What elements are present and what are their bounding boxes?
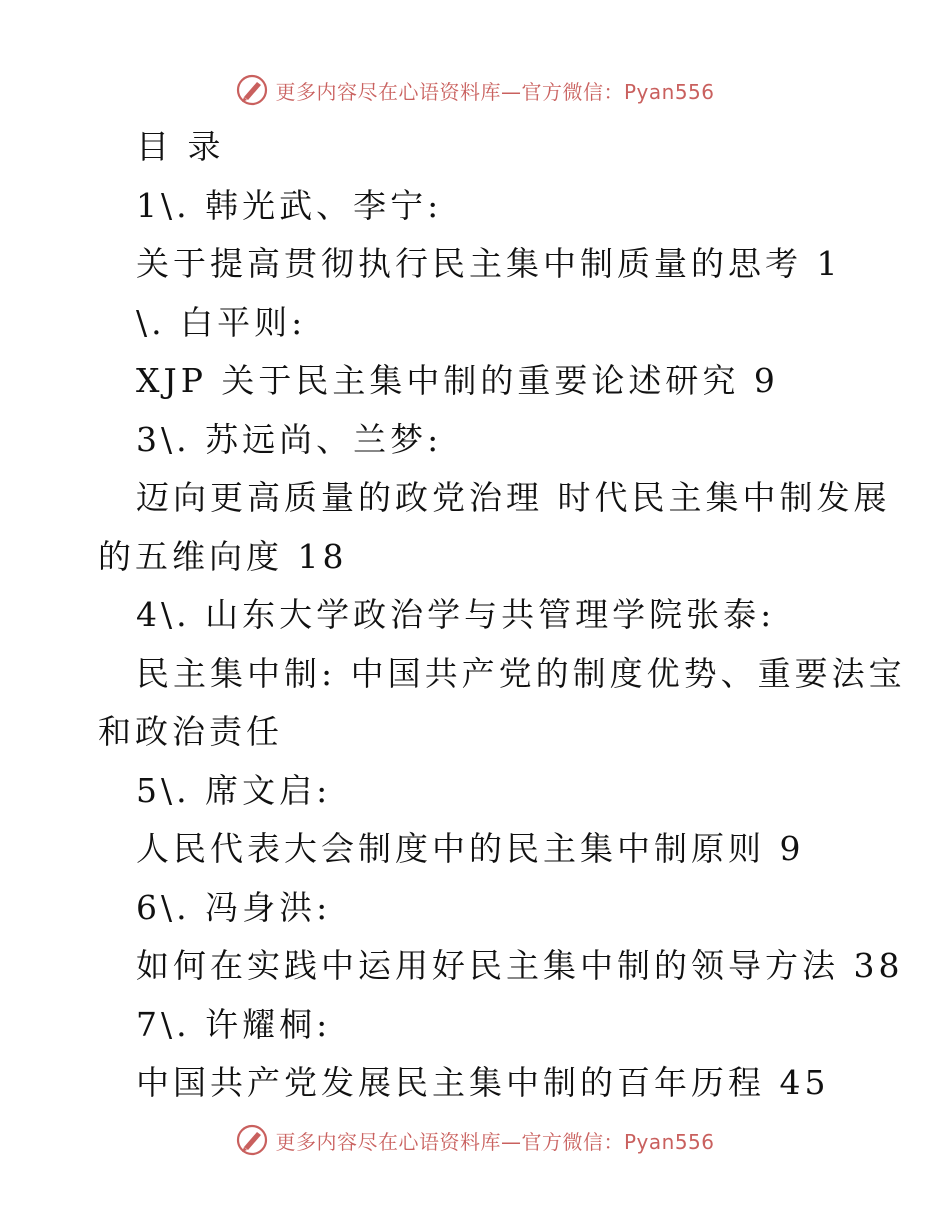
pen-logo-icon (235, 1123, 269, 1157)
watermark-text: 更多内容尽在心语资料库—官方微信：Pyan556 (275, 79, 715, 104)
toc-entry-title: 关于提高贯彻执行民主集中制质量的思考 1 (136, 244, 842, 283)
watermark-id: Pyan556 (623, 79, 715, 104)
watermark-text: 更多内容尽在心语资料库—官方微信：Pyan556 (275, 1129, 715, 1154)
toc-entry-title-continued: 的五维向度 18 (98, 536, 348, 576)
watermark-footer (0, 1122, 950, 1158)
pen-logo-icon (235, 73, 269, 107)
toc-entry-author: 6\. 冯身洪: (136, 887, 332, 927)
table-of-contents (0, 118, 950, 1113)
toc-entry-author: 5\. 席文启: (136, 770, 332, 810)
toc-entry-title: 如何在实践中运用好民主集中制的领导方法 38 (136, 946, 904, 985)
toc-entry-author: \. 白平则: (136, 302, 307, 342)
toc-entry-title-continued: 和政治责任 (98, 712, 283, 751)
toc-entry-author: 4\. 山东大学政治学与共管理学院张泰: (136, 595, 776, 634)
toc-entry-author: 7\. 许耀桐: (136, 1004, 332, 1044)
watermark-id: Pyan556 (623, 1129, 715, 1154)
toc-entry-title: 迈向更高质量的政党治理 时代民主集中制发展 (136, 478, 891, 517)
toc-entry-author: 3\. 苏远尚、兰梦: (136, 419, 443, 459)
toc-entry-title: XJP 关于民主集中制的重要论述研究 9 (136, 361, 779, 400)
toc-entry-title: 民主集中制: 中国共产党的制度优势、重要法宝 (136, 653, 906, 693)
toc-title: 目 录 (136, 127, 225, 166)
toc-entry-title: 中国共产党发展民主集中制的百年历程 45 (136, 1063, 830, 1102)
watermark-header (0, 72, 950, 108)
toc-entry-author: 1\. 韩光武、李宁: (136, 185, 443, 225)
toc-entry-title: 人民代表大会制度中的民主集中制原则 9 (136, 829, 805, 868)
